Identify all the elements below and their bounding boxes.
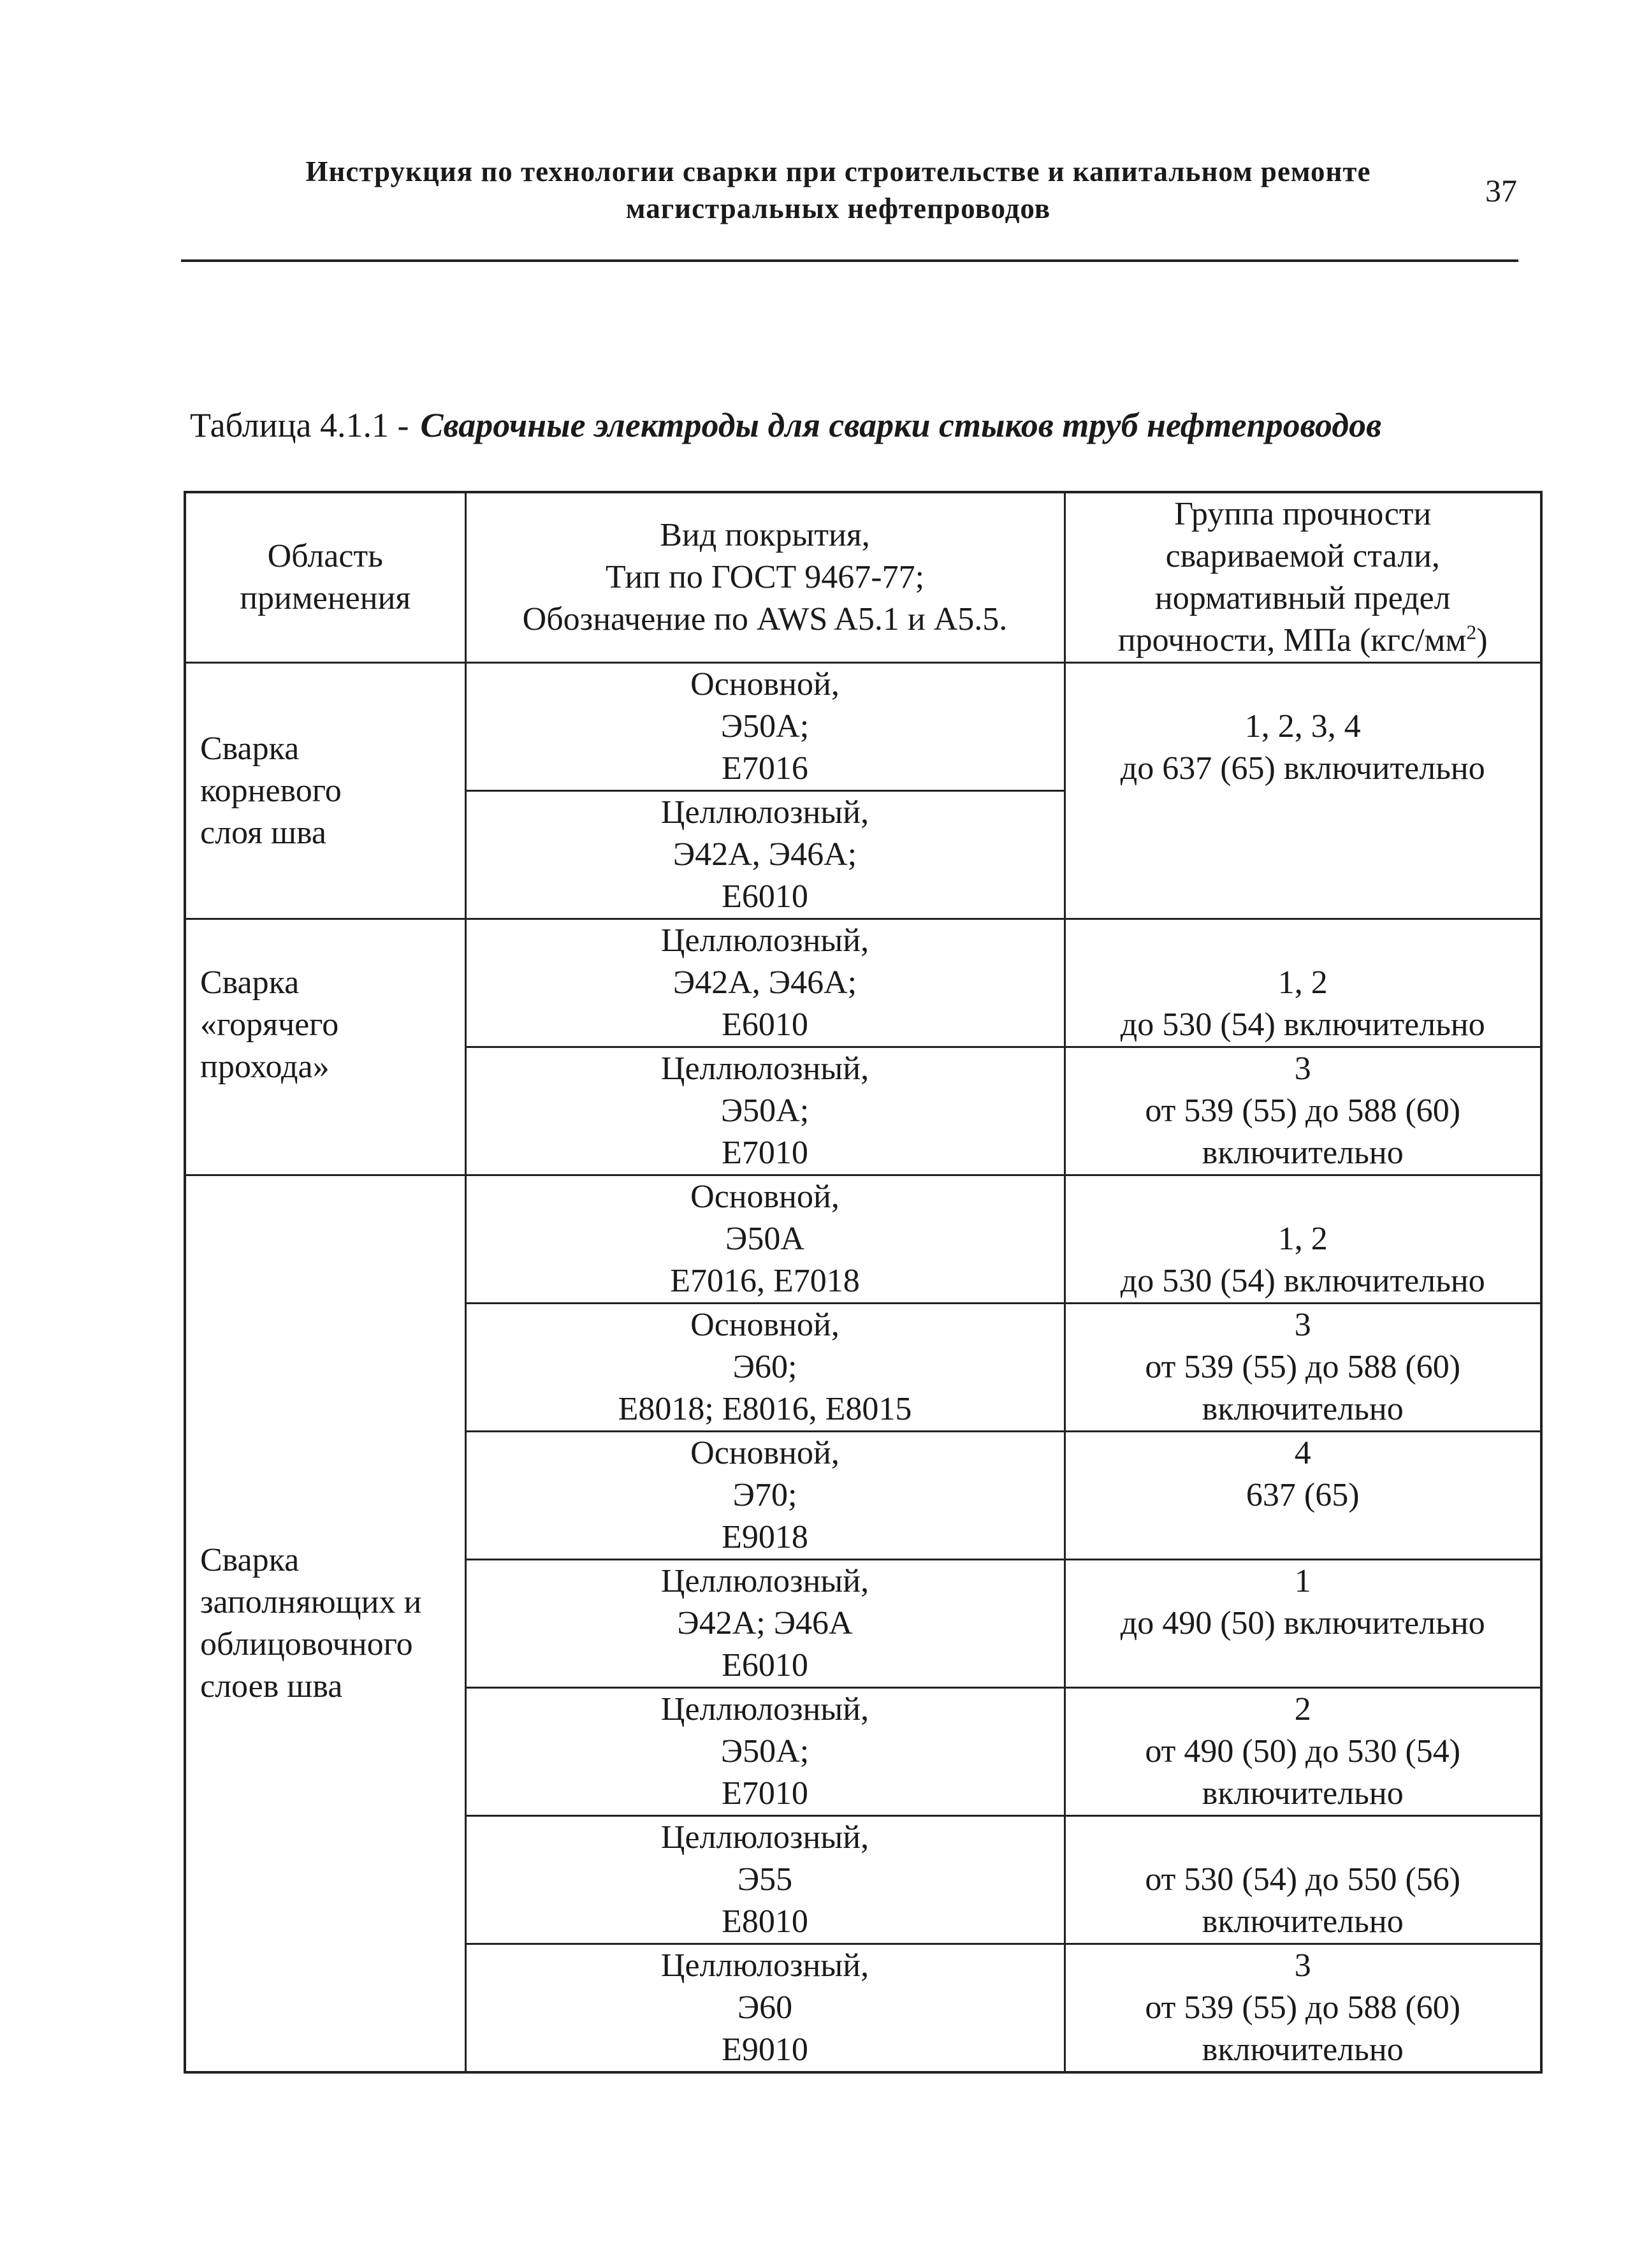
- group-line: до 530 (54) включительно: [1120, 1007, 1485, 1043]
- coating-line: Е7010: [722, 1775, 808, 1812]
- header-group-line: Группа прочности: [1174, 496, 1432, 532]
- group-cell: [1065, 1944, 1541, 2073]
- group-line: от 539 (55) до 588 (60): [1145, 1989, 1461, 2026]
- coating-line: Е6010: [722, 878, 808, 915]
- coating-line: Е7010: [722, 1135, 808, 1171]
- coating-line: Е6010: [722, 1007, 808, 1043]
- group-line: 3: [1294, 1307, 1311, 1343]
- coating-cell: [465, 1047, 1065, 1175]
- coating-line: Э50А: [725, 1221, 804, 1257]
- group-line: от 490 (50) до 530 (54): [1145, 1733, 1461, 1770]
- area-root: [185, 663, 465, 919]
- area-line: прохода»: [200, 1049, 330, 1085]
- coating-line: Целлюлозный,: [660, 1050, 869, 1087]
- document-header: [185, 153, 1492, 227]
- coating-line: Э50А;: [720, 708, 810, 745]
- coating-line: Е9018: [722, 1519, 808, 1555]
- area-line: слоя шва: [200, 814, 326, 851]
- group-line: 3: [1294, 1947, 1311, 1984]
- group-cell: [1065, 1432, 1541, 1560]
- group-line: 3: [1294, 1050, 1311, 1087]
- header-group: [1065, 492, 1541, 663]
- table-row: [185, 663, 1541, 791]
- header-coating-line: Вид покрытия,: [660, 517, 870, 553]
- header-coating-line: Обозначение по AWS A5.1 и A5.5.: [522, 601, 1008, 637]
- group-line: включительно: [1202, 2032, 1404, 2068]
- group-cell: [1065, 1304, 1541, 1432]
- group-cell: [1065, 663, 1541, 919]
- coating-cell: [465, 919, 1065, 1047]
- area-line: облицовочного: [200, 1626, 413, 1662]
- group-cell: [1065, 1175, 1541, 1304]
- header-line-1: Инструкция по технологии сварки при строительстве и капитальном ремонте: [305, 156, 1371, 187]
- group-line: включительно: [1202, 1391, 1404, 1427]
- table-caption: [190, 405, 1381, 445]
- group-line: от 539 (55) до 588 (60): [1145, 1349, 1461, 1385]
- superscript: 2: [1466, 620, 1477, 644]
- caption-title: Сварочные электроды для сварки стыков труб нефтепроводов: [420, 406, 1382, 444]
- area-line: корневого: [200, 772, 342, 809]
- group-cell: [1065, 1816, 1541, 1944]
- group-line: 2: [1294, 1691, 1311, 1727]
- coating-line: Основной,: [690, 1307, 839, 1343]
- header-coating-line: Тип по ГОСТ 9467-77;: [605, 559, 925, 595]
- coating-line: Е9010: [722, 2032, 808, 2068]
- coating-line: Целлюлозный,: [660, 794, 869, 831]
- group-cell: [1065, 919, 1541, 1047]
- coating-cell: [465, 1816, 1065, 1944]
- coating-line: Э50А;: [720, 1733, 810, 1770]
- coating-line: Целлюлозный,: [660, 1691, 869, 1727]
- coating-cell: [465, 791, 1065, 919]
- electrodes-table: [184, 491, 1543, 2074]
- group-cell: [1065, 1047, 1541, 1175]
- header-group-line: свариваемой стали,: [1165, 538, 1440, 574]
- header-group-text: прочности, МПа (кгс/мм: [1117, 622, 1467, 658]
- coating-line: Е7016: [722, 750, 808, 787]
- group-line: 1, 2: [1277, 964, 1328, 1001]
- group-line: 4: [1294, 1435, 1311, 1471]
- group-line: включительно: [1202, 1135, 1404, 1171]
- group-line: до 637 (65) включительно: [1120, 750, 1485, 787]
- header-area: [185, 492, 465, 663]
- coating-line: Э42А, Э46А;: [672, 836, 857, 873]
- header-rule: [181, 259, 1518, 262]
- area-fill-cap: [185, 1175, 465, 2073]
- caption-label: Таблица 4.1.1 -: [190, 406, 409, 444]
- area-line: заполняющих и: [200, 1584, 422, 1620]
- coating-cell: [465, 1688, 1065, 1816]
- group-line: 1, 2, 3, 4: [1244, 708, 1361, 745]
- coating-line: Основной,: [690, 1179, 839, 1215]
- area-hot-pass: [185, 919, 465, 1175]
- coating-line: Э50А;: [720, 1093, 810, 1129]
- group-cell: [1065, 1688, 1541, 1816]
- area-line: слоев шва: [200, 1668, 343, 1705]
- coating-line: Е8010: [722, 1903, 808, 1940]
- header-group-line: [1072, 620, 1534, 662]
- header-area-line: применения: [240, 580, 411, 616]
- group-line: до 490 (50) включительно: [1120, 1605, 1485, 1641]
- group-line: от 539 (55) до 588 (60): [1145, 1093, 1461, 1129]
- coating-line: Э60: [737, 1989, 793, 2026]
- area-line: «горячего: [200, 1007, 339, 1043]
- coating-line: Э55: [737, 1861, 793, 1898]
- coating-line: Э42А, Э46А;: [672, 964, 857, 1001]
- group-line: включительно: [1202, 1903, 1404, 1940]
- group-line: 1: [1294, 1563, 1311, 1599]
- table-row: [185, 1175, 1541, 1304]
- coating-line: Целлюлозный,: [660, 1563, 869, 1599]
- coating-cell: [465, 1432, 1065, 1560]
- coating-line: Е6010: [722, 1647, 808, 1683]
- header-group-text: ): [1476, 622, 1488, 658]
- coating-line: Основной,: [690, 1435, 839, 1471]
- coating-cell: [465, 1560, 1065, 1688]
- header-area-line: Область: [267, 538, 383, 574]
- coating-line: Целлюлозный,: [660, 922, 869, 959]
- coating-line: Э60;: [732, 1349, 797, 1385]
- page-number: 37: [1485, 173, 1517, 208]
- group-line: 1, 2: [1277, 1221, 1328, 1257]
- area-line: Сварка: [200, 730, 300, 767]
- header-group-line: нормативный предел: [1154, 580, 1451, 616]
- group-cell: [1065, 1560, 1541, 1688]
- group-line: включительно: [1202, 1775, 1404, 1812]
- coating-line: Е7016, Е7018: [670, 1263, 860, 1299]
- group-line: от 530 (54) до 550 (56): [1145, 1861, 1461, 1898]
- group-line: 637 (65): [1246, 1477, 1360, 1513]
- coating-line: Э42А; Э46А: [677, 1605, 853, 1641]
- coating-line: Э70;: [732, 1477, 797, 1513]
- table-header-row: [185, 492, 1541, 663]
- coating-line: Целлюлозный,: [660, 1819, 869, 1856]
- coating-cell: [465, 1944, 1065, 2073]
- coating-line: Основной,: [690, 666, 839, 702]
- area-line: Сварка: [200, 1542, 300, 1578]
- coating-line: Е8018; Е8016, Е8015: [618, 1391, 912, 1427]
- header-line-2: магистральных нефтепроводов: [625, 193, 1051, 224]
- coating-cell: [465, 663, 1065, 791]
- area-line: Сварка: [200, 964, 300, 1001]
- coating-line: Целлюлозный,: [660, 1947, 869, 1984]
- header-coating: [465, 492, 1065, 663]
- coating-cell: [465, 1304, 1065, 1432]
- table-row: [185, 919, 1541, 1047]
- coating-cell: [465, 1175, 1065, 1304]
- group-line: до 530 (54) включительно: [1120, 1263, 1485, 1299]
